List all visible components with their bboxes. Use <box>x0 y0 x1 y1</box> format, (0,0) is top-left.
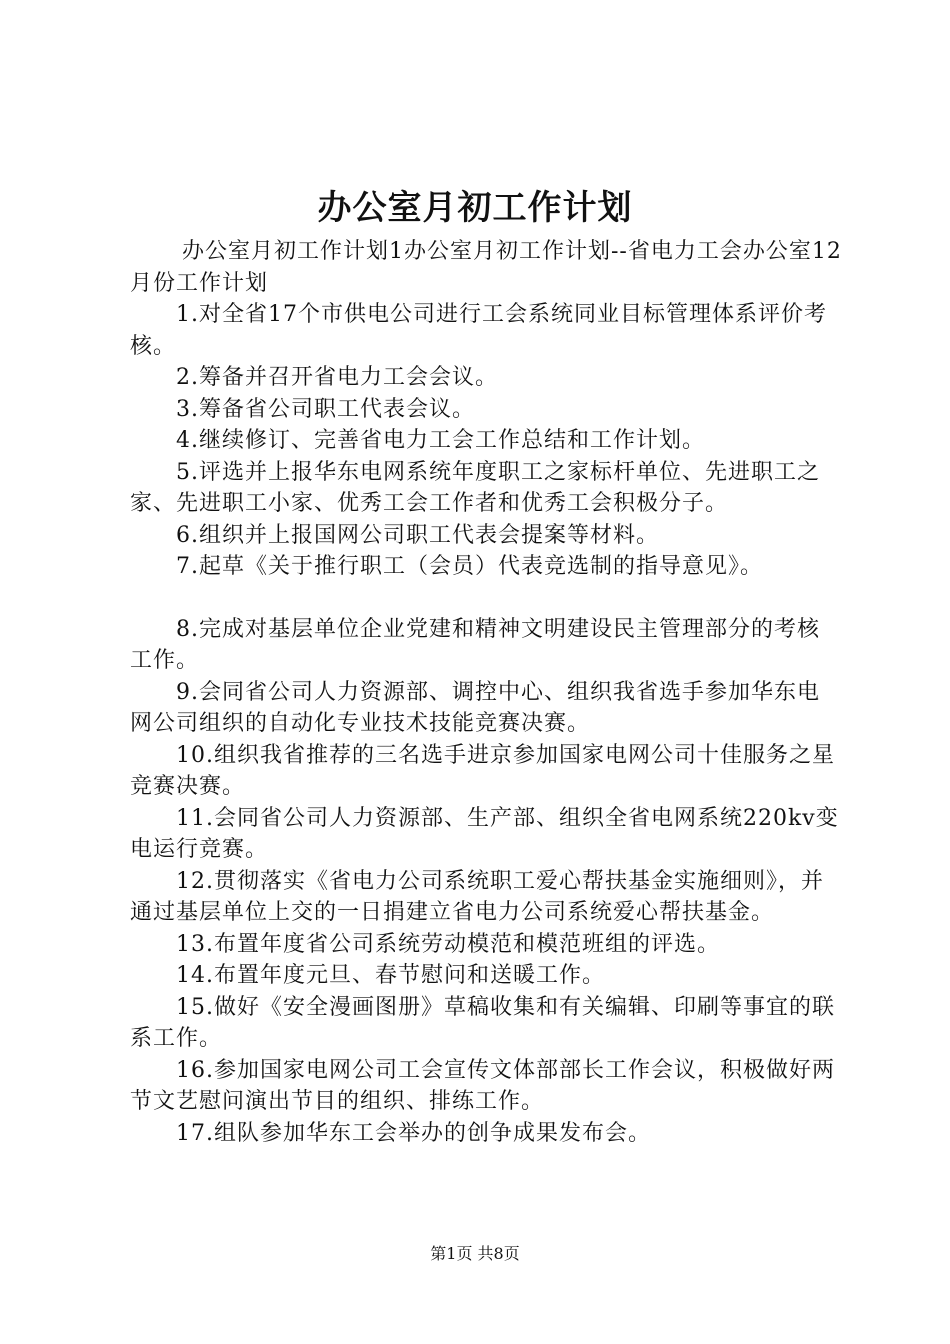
document-title: 办公室月初工作计划 <box>317 188 633 228</box>
plan-item-1: 1.对全省17个市供电公司进行工会系统同业目标管理体系评价考核。 <box>130 302 827 359</box>
plan-item-14: 14.布置年度元旦、春节慰问和送暖工作。 <box>176 963 605 988</box>
document-body <box>130 236 842 1149</box>
plan-item-4: 4.继续修订、完善省电力工会工作总结和工作计划。 <box>176 428 705 453</box>
plan-item-13: 13.布置年度省公司系统劳动模范和模范班组的评选。 <box>176 931 720 957</box>
plan-item-3: 3.筹备省公司职工代表会议。 <box>176 396 475 422</box>
plan-item-17: 17.组队参加华东工会举办的创争成果发布会。 <box>176 1120 651 1146</box>
plan-item-2: 2.筹备并召开省电力工会会议。 <box>176 365 498 390</box>
page-number-footer: 第1页 共8页 <box>430 1244 520 1263</box>
plan-item-15: 15.做好《安全漫画图册》草稿收集和有关编辑、印刷等事宜的联系工作。 <box>130 994 835 1051</box>
paragraph-spacer <box>130 583 842 614</box>
plan-item-11: 11.会同省公司人力资源部、生产部、组织全省电网系统220kv变电运行竞赛。 <box>130 805 839 862</box>
plan-item-10: 10.组织我省推荐的三名选手进京参加国家电网公司十佳服务之星竞赛决赛。 <box>130 742 835 799</box>
plan-item-9: 9.会同省公司人力资源部、调控中心、组织我省选手参加华东电网公司组织的自动化专业技术技能竞赛决赛。 <box>130 679 820 736</box>
intro-paragraph: 办公室月初工作计划1办公室月初工作计划--省电力工会办公室12月份工作计划 <box>130 239 842 296</box>
plan-item-16: 16.参加国家电网公司工会宣传文体部部长工作会议，积极做好两节文艺慰问演出节目的组织、排练工作。 <box>130 1057 835 1114</box>
plan-item-12: 12.贯彻落实《省电力公司系统职工爱心帮扶基金实施细则》，并通过基层单位上交的一日捐建立省电力公司系统爱心帮扶基金。 <box>130 868 824 925</box>
plan-item-7: 7.起草《关于推行职工（会员）代表竞选制的指导意见》。 <box>176 554 763 579</box>
plan-item-5: 5.评选并上报华东电网系统年度职工之家标杆单位、先进职工之家、先进职工小家、优秀工会工作者和优秀工会积极分子。 <box>130 459 820 516</box>
plan-item-8: 8.完成对基层单位企业党建和精神文明建设民主管理部分的考核工作。 <box>130 616 820 673</box>
plan-item-6: 6.组织并上报国网公司职工代表会提案等材料。 <box>176 522 659 548</box>
